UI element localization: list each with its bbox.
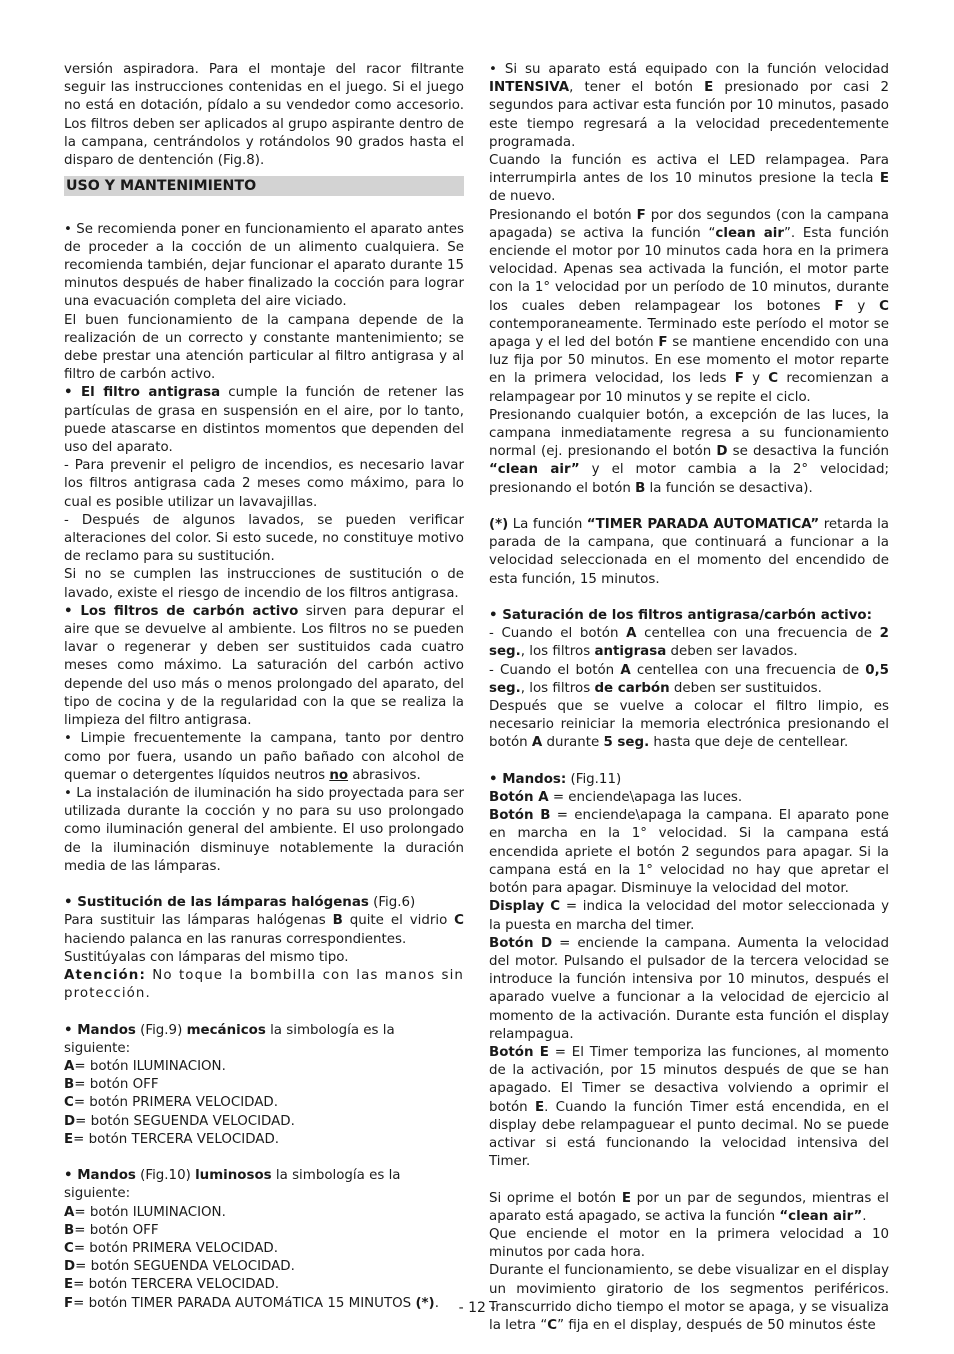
list-item: A= botón ILUMINACION. <box>64 1204 226 1220</box>
paragraph: - Cuando el botón A centellea con una frecuencia de 2 seg., los filtros antigrasa deben ser lavados. <box>489 626 889 660</box>
paragraph: - Para prevenir el peligro de incendios, es necesario lavar los filtros antigrasa cada 2 meses como máximo, para lo cual es posible utilizar un lavavajillas. <box>64 458 464 510</box>
attention-paragraph: Atención: No toque la bombilla con las manos sin protección. <box>64 967 464 1002</box>
luminous-controls-list <box>64 1167 464 1313</box>
mechanical-controls-title: • Mandos (Fig.9) mecánicos la simbología es la siguiente: <box>64 1022 395 1056</box>
clean-air-paragraph: Presionando el botón F por dos segundos (con la campana apagada) se activa la función “clean air”. Esta función enciende el motor por 10 minutos cada hora en la primera velocidad. Apenas sea activada la función, el motor parte con la 1° velocidad por un período de 10 minutos, durante los cuales deben relampagear los botones F y C contemporaneamente. Terminado este período el motor se apaga y el led del botón F se mantiene encendido con una luz fija por 50 minutos. En ese momento el motor reparte en la primera velocidad, los leds F y C recomienzan a relampagear por 10 minutos y se repite el ciclo. <box>489 207 889 405</box>
lamp-title: • Sustitución de las lámparas halógenas (Fig.6) <box>64 895 416 911</box>
intro-paragraph: versión aspiradora. Para el montaje del racor filtrante seguir las instrucciones contenidas en el juego. Si el juego no está en dotación, pídalo a su vendedor como accesorio. Los filtros deben ser aplicados al grupo aspirante dentro de la campana, centrándolos y rotándolos 90 grados hasta el disparo de dentención (Fig.8). <box>64 62 464 169</box>
intensive-paragraph: • Si su aparato está equipado con la función velocidad INTENSIVA, tener el botón E presionado por casi 2 segundos para activar esta función por 10 minutos, pasado este tiempo regresará a la velocidad precedentemente programada. <box>489 62 889 150</box>
control-item: Display C = indica la velocidad del motor seleccionada y la puesta en marcha del timer. <box>489 899 889 933</box>
paragraph: - Cuando el botón A centellea con una frecuencia de 0,5 seg., los filtros de carbón deben ser sustituidos. <box>489 662 889 696</box>
carbon-filter-paragraph: • Los filtros de carbón activo sirven para depurar el aire que se devuelve al ambiente. Los filtros no se pueden lavar o regenerar y deben ser sustituidos cada cuatro meses como máximo. La saturación del carbón activo depende del uso más o menos prolongado del aparato, del tipo de cocina y de la regularidad con la que se realiza la limpieza del filtro antigrasa. <box>64 603 465 729</box>
left-column <box>64 61 464 1313</box>
control-item: Botón B = enciende\apaga la campana. El aparato pone en marcha en la 1° velocidad. Si la campana está encendida apriete el botón 2 segundos para apagar. Si la campana está en la 1° velocidad no hay que apretar el botón para apagar. Disminuye la velocidad del motor. <box>489 808 889 897</box>
list-item: B= botón OFF <box>64 1222 159 1238</box>
list-item: D= botón SEGUENDA VELOCIDAD. <box>64 1259 295 1275</box>
paragraph: • Se recomienda poner en funcionamiento el aparato antes de proceder a la cocción de un alimento cualquiera. Se recomienda también, dejar funcionar el aparato durante 15 minutos después de haber finalizado la cocción para lograr una evacuación completa del aire viciado. <box>64 221 464 310</box>
paragraph: Que enciende el motor en la primera velocidad a 10 minutos por cada hora. <box>489 1226 889 1261</box>
paragraph: Cuando la función es activa el LED relampagea. Para interrumpirla antes de los 10 minutos presione la tecla E de nuevo. <box>489 153 889 205</box>
paragraph: Después que se vuelve a colocar el filtro limpio, es necesario reiniciar la memoria electrónica presionando el botón A durante 5 seg. hasta que deje de centellear. <box>489 699 889 751</box>
page-number: - 12 - <box>458 1300 496 1316</box>
list-item: C= botón PRIMERA VELOCIDAD. <box>64 1095 278 1111</box>
paragraph: Sustitúyalas con lámparas del mismo tipo. <box>64 949 349 965</box>
list-item: C= botón PRIMERA VELOCIDAD. <box>64 1240 278 1256</box>
section-title: USO Y MANTENIMIENTO <box>64 176 464 196</box>
timer-paragraph: (*) La función “TIMER PARADA AUTOMATICA” retarda la parada de la campana, que continuará a funcionar a la velocidad seleccionada en el momento del encendido de esta función, 15 minutos. <box>489 517 889 587</box>
control-item: Botón D = enciende la campana. Aumenta la velocidad del motor. Pulsando el pulsador de la tercera velocidad se introduce la función intensiva por 10 minutos, después el aparado vuelve a funcionar a la velocidad de ejercicio al momento de la activación. Durante esta función el display relampagua. <box>489 935 889 1042</box>
lighting-paragraph: • La instalación de iluminación ha sido proyectada para ser utilizada durante la cocción y no para su uso prolongado como iluminación general del ambiente. El uso prolongado de la iluminación disminuye notablemente la duración media de las lámparas. <box>64 785 464 874</box>
paragraph: - Después de algunos lavados, se pueden verificar alteraciones del color. Si esto sucede, no constituye motivo de reclamo para su sustitución. <box>64 512 464 565</box>
paragraph: Durante el funcionamiento, se debe visualizar en el display un movimiento giratorio de los segmentos periféricos. Transcurrido dicho tiempo el motor se apaga, y se visualiza la letra “C” fija en el display, después de 50 minutos éste <box>489 1263 889 1333</box>
list-item: E= botón TERCERA VELOCIDAD. <box>64 1277 280 1293</box>
paragraph: Si oprime el botón E por un par de segundos, mientras el aparato está apagado, se activa la función “clean air”. <box>489 1190 889 1224</box>
saturation-title: • Saturación de los filtros antigrasa/carbón activo: <box>489 608 872 624</box>
list-item: F= botón TIMER PARADA AUTOMáTICA 15 MINUTOS (*). <box>64 1295 439 1311</box>
lamp-paragraph: Para sustituir las lámparas halógenas B quite el vidrio C haciendo palanca en las ranuras correspondientes. <box>64 913 464 947</box>
controls-title: • Mandos: (Fig.11) <box>489 771 622 787</box>
grease-filter-paragraph: • El filtro antigrasa cumple la función de retener las partículas de grasa en suspensión en el aire, por lo tanto, puede atascarse en distintos momentos que dependen del uso del aparato. <box>64 385 464 456</box>
paragraph: Si no se cumplen las instrucciones de sustitución o de lavado, existe el riesgo de incendio de los filtros antigrasa. <box>64 567 464 601</box>
paragraph: El buen funcionamiento de la campana depende de la realización de un correcto y constante mantenimiento; se debe prestar una atención particular al filtro antigrasa y al filtro de carbón activo. <box>64 312 464 383</box>
list-item: B= botón OFF <box>64 1077 159 1093</box>
list-item: D= botón SEGUENDA VELOCIDAD. <box>64 1113 295 1129</box>
list-item: E= botón TERCERA VELOCIDAD. <box>64 1131 280 1147</box>
control-item: Botón A = enciende\apaga las luces. <box>489 790 743 806</box>
control-item: Botón E = El Timer temporiza las funciones, al momento de la activación, por 15 minutos después de que se han apagado. El Timer se desactiva volviendo a oprimir el botón E. Cuando la función Timer está encendida, en el display debe relampaguear el punto decimal. No se puede activar si está funcionando la velocidad intensiva del Timer. <box>489 1044 889 1170</box>
list-item: A= botón ILUMINACION. <box>64 1058 226 1074</box>
luminous-controls-title: • Mandos (Fig.10) luminosos la simbología es la siguiente: <box>64 1168 401 1202</box>
paragraph: Presionando cualquier botón, a excepción de las luces, la campana inmediatamente regresa a su funcionamiento normal (ej. presionando el botón D se desactiva la función “clean air” y el motor cambia a la 2° velocidad; presionando el botón B la función se desactiva). <box>489 407 889 496</box>
right-column <box>489 61 889 1335</box>
mechanical-controls-list <box>64 1022 464 1149</box>
cleaning-paragraph: • Limpie frecuentemente la campana, tanto por dentro como por fuera, usando un paño bañado con alcohol de quemar o detergentes líquidos neutros no abrasivos. <box>64 731 464 783</box>
